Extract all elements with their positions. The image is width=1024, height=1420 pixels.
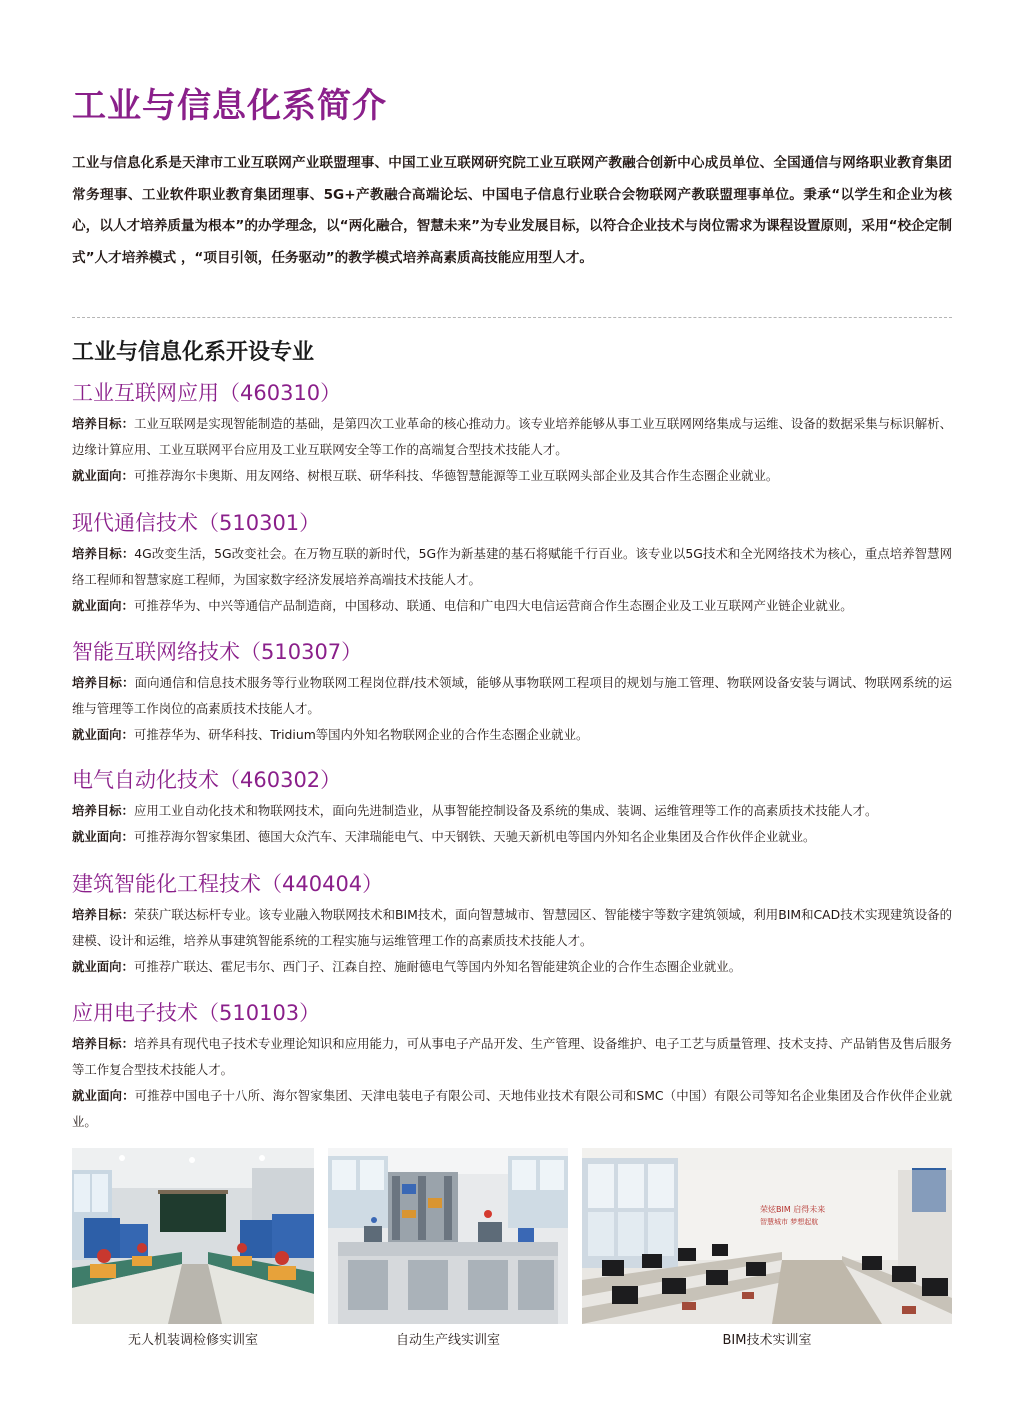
major-job — [72, 1083, 952, 1135]
job-label: 就业面向： — [72, 829, 134, 844]
goal-text: 4G改变生活，5G改变社会。在万物互联的新时代，5G作为新基建的基石将赋能千行百业。该专业以5G技术和全光网络技术为核心，重点培养智慧网络工程师和智慧家庭工程师，为国家数字经济发展培养高端技术技能人才。 — [72, 546, 952, 587]
photo-captions — [0, 1332, 1024, 1352]
job-text: 可推荐海尔卡奥斯、用友网络、树根互联、研华科技、华德智慧能源等工业互联网头部企业及其合作生态圈企业就业。 — [133, 468, 779, 483]
wall-slogan-top: 荣炫BIM 启得未来 — [760, 1205, 826, 1214]
goal-label: 培养目标： — [72, 907, 135, 922]
major-name: 现代通信技术（510301） — [72, 511, 321, 535]
wall-slogan-bottom: 智慧城市 梦想起航 — [760, 1218, 819, 1226]
major-name: 智能互联网络技术（510307） — [72, 640, 363, 664]
major-goal — [72, 798, 952, 824]
job-text: 可推荐海尔智家集团、德国大众汽车、天津瑞能电气、中天钢铁、天驰天新机电等国内外知名企业集团及合作伙伴企业就业。 — [133, 829, 816, 844]
major-job — [72, 954, 952, 980]
major-electrical-automation — [72, 765, 952, 850]
goal-label: 培养目标： — [72, 803, 134, 818]
job-label: 就业面向： — [72, 959, 134, 974]
major-building-intelligence — [72, 869, 952, 980]
goal-label: 培养目标： — [72, 1036, 134, 1051]
major-name: 工业互联网应用（460310） — [72, 381, 342, 405]
goal-label: 培养目标： — [72, 675, 135, 690]
major-goal — [72, 411, 952, 463]
job-text: 可推荐华为、中兴等通信产品制造商，中国移动、联通、电信和广电四大电信运营商合作生态圈企业及工业互联网产业链企业就业。 — [133, 598, 853, 613]
page-title: 工业与信息化系简介 — [72, 86, 387, 126]
major-name: 建筑智能化工程技术（440404） — [72, 872, 384, 896]
major-industrial-internet — [72, 378, 952, 489]
major-job — [72, 722, 952, 748]
goal-text: 面向通信和信息技术服务等行业物联网工程岗位群/技术领域，能够从事物联网工程项目的规划与施工管理、物联网设备安装与调试、物联网系统的运维与管理等工作岗位的高素质技术技能人才。 — [72, 675, 952, 716]
section-title: 工业与信息化系开设专业 — [72, 340, 315, 365]
goal-text: 培养具有现代电子技术专业理论知识和应用能力，可从事电子产品开发、生产管理、设备维护、电子工艺与质量管理、技术支持、产品销售及售后服务等工作复合型技术技能人才。 — [72, 1036, 953, 1077]
job-label: 就业面向： — [72, 1088, 135, 1103]
major-goal — [72, 1031, 952, 1083]
photo-strip — [72, 1148, 952, 1324]
job-text: 可推荐华为、研华科技、Tridium等国内外知名物联网企业的合作生态圈企业就业。 — [133, 727, 589, 742]
major-job — [72, 593, 952, 619]
goal-text: 荣获广联达标杆专业。该专业融入物联网技术和BIM技术，面向智慧城市、智慧园区、智能楼宇等数字建筑领域，利用BIM和CAD技术实现建筑设备的建模、设计和运维，培养从事建筑智能系统的工程实施与运维管理工作的高素质技术技能人才。 — [72, 907, 953, 948]
intro-paragraph: 工业与信息化系是天津市工业互联网产业联盟理事、中国工业互联网研究院工业互联网产教融合创新中心成员单位、全国通信与网络职业教育集团常务理事、工业软件职业教育集团理事、5G+产教融合高端论坛、中国电子信息行业联合会物联网产教联盟理事单位。秉承“以学生和企业为核心，以人才培养质量为根本”的办学理念，以“两化融合，智慧未来”为专业发展目标，以符合企业技术与岗位需求为课程设置原则，采用“校企定制式”人才培养模式 ，“项目引领，任务驱动”的教学模式培养高素质高技能应用型人才。 — [72, 155, 952, 266]
caption-drone-lab: 无人机装调检修实训室 — [127, 1333, 258, 1348]
major-goal — [72, 670, 952, 722]
drone-lab-photo — [72, 1148, 314, 1324]
major-name: 应用电子技术（510103） — [72, 1001, 321, 1025]
major-job — [72, 824, 952, 850]
major-job — [72, 463, 952, 489]
major-modern-communication — [72, 508, 952, 619]
job-label: 就业面向： — [72, 727, 134, 742]
goal-label: 培养目标： — [72, 546, 135, 561]
major-name: 电气自动化技术（460302） — [72, 768, 342, 792]
major-smart-internet — [72, 637, 952, 748]
bim-lab-photo — [582, 1148, 952, 1324]
major-goal — [72, 902, 952, 954]
goal-text: 应用工业自动化技术和物联网技术，面向先进制造业，从事智能控制设备及系统的集成、装调、运维管理等工作的高素质技术技能人才。 — [133, 803, 878, 818]
goal-label: 培养目标： — [72, 416, 134, 431]
job-label: 就业面向： — [72, 468, 134, 483]
dashed-divider — [72, 317, 952, 318]
caption-bim-lab: BIM技术实训室 — [722, 1333, 812, 1348]
job-text: 可推荐广联达、霍尼韦尔、西门子、江森自控、施耐德电气等国内外知名智能建筑企业的合作生态圈企业就业。 — [133, 959, 742, 974]
goal-text: 工业互联网是实现智能制造的基础，是第四次工业革命的核心推动力。该专业培养能够从事工业互联网网络集成与运维、设备的数据采集与标识解析、边缘计算应用、工业互联网平台应用及工业互联网安全等工作的高端复合型技术技能人才。 — [72, 416, 953, 457]
job-text: 可推荐中国电子十八所、海尔智家集团、天津电装电子有限公司、天地伟业技术有限公司和SMC（中国）有限公司等知名企业集团及合作伙伴企业就业。 — [72, 1088, 953, 1129]
job-label: 就业面向： — [72, 598, 134, 613]
caption-production-line: 自动生产线实训室 — [395, 1333, 500, 1348]
major-applied-electronics — [72, 998, 952, 1135]
production-line-photo — [328, 1148, 568, 1324]
major-goal — [72, 541, 952, 593]
